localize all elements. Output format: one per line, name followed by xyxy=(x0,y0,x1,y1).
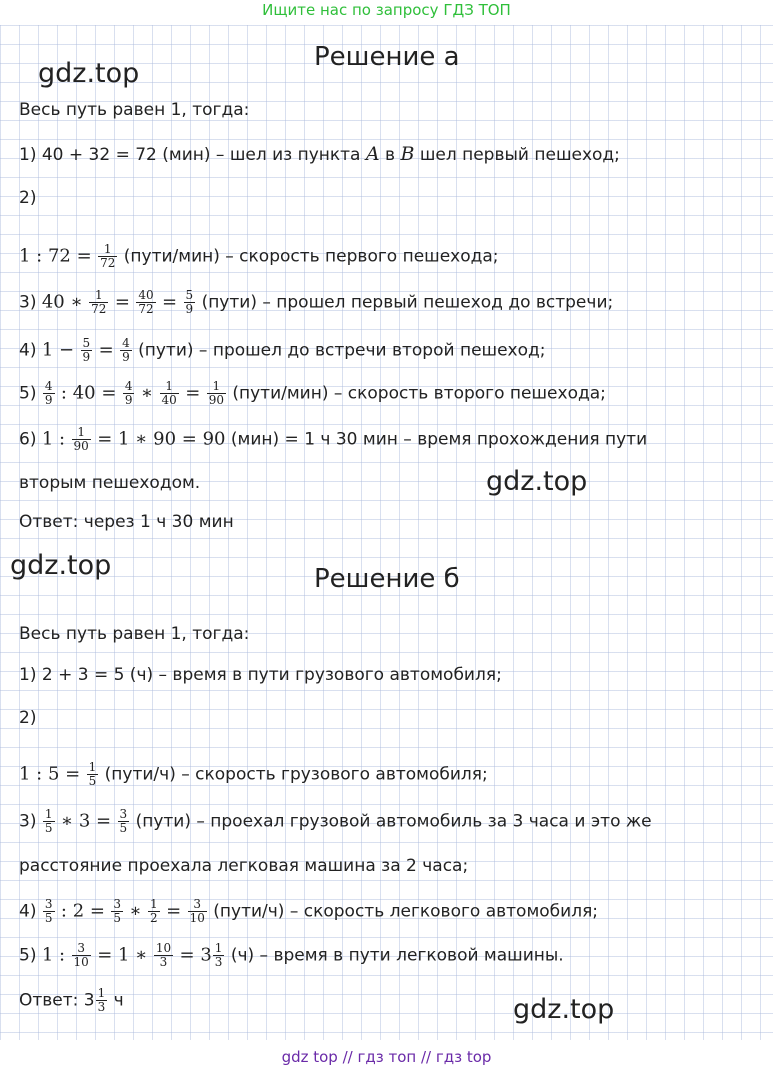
section-a-title: Решение а xyxy=(314,42,460,72)
b-line-5: расстояние проехала легковая машина за 2 часа; xyxy=(19,856,469,876)
watermark-4: gdz.top xyxy=(513,994,615,1025)
a-line-1: 1) 40 + 32 = 72 (мин) – шел из пункта A в B шел первый пешеход; xyxy=(19,143,620,165)
a-intro: Весь путь равен 1, тогда: xyxy=(19,100,250,120)
b-line-6: 4) $\frac{3}{5}$ : 2 = $\frac{3}{5}$ ∗ $\frac{1}{2}$ = $\frac{3}{10}$ (пути/ч) – скорость легкового автомобиля; xyxy=(19,897,599,925)
b-line-3: 1 : 5 = $\frac{1}{5}$ (пути/ч) – скорость грузового автомобиля; xyxy=(19,760,488,788)
search-banner: Ищите нас по запросу ГДЗ ТОП xyxy=(262,1,511,19)
a-line-8: вторым пешеходом. xyxy=(19,473,201,493)
footer-links: gdz top // гдз топ // гдз top xyxy=(281,1048,492,1066)
b-line-2: 2) xyxy=(19,708,37,728)
b-intro: Весь путь равен 1, тогда: xyxy=(19,624,250,644)
a-answer: Ответ: через 1 ч 30 мин xyxy=(19,512,234,532)
grid-background xyxy=(0,25,773,1040)
a-line-4: 3) 40 ∗ $\frac{1}{72}$ = $\frac{40}{72}$ = $\frac{5}{9}$ (пути) – прошел первый пешеход до встречи; xyxy=(19,288,614,316)
b-line-4: 3) $\frac{1}{5}$ ∗ 3 = $\frac{3}{5}$ (пути) – проехал грузовой автомобиль за 3 часа и это же xyxy=(19,807,652,835)
section-b-title: Решение б xyxy=(314,564,460,594)
b-answer: Ответ: 3 $\frac{1}{3}$ ч xyxy=(19,986,124,1014)
watermark-3: gdz.top xyxy=(10,550,112,581)
a-line-3: 1 : 72 = $\frac{1}{72}$ (пути/мин) – скорость первого пешехода; xyxy=(19,242,499,270)
b-line-7: 5) 1 : $\frac{3}{10}$ = 1 ∗ $\frac{10}{3}$ = 3 $\frac{1}{3}$ (ч) – время в пути легковой машины. xyxy=(19,941,564,969)
watermark-2: gdz.top xyxy=(486,466,588,497)
a-line-6: 5) $\frac{4}{9}$ : 40 = $\frac{4}{9}$ ∗ $\frac{1}{40}$ = $\frac{1}{90}$ (пути/мин) – скорость второго пешехода; xyxy=(19,379,606,407)
a-line-7: 6) 1 : $\frac{1}{90}$ = 1 ∗ 90 = 90 (мин) = 1 ч 30 мин – время прохождения пути xyxy=(19,425,648,453)
a-line-2: 2) xyxy=(19,188,37,208)
b-line-1: 1) 2 + 3 = 5 (ч) – время в пути грузового автомобиля; xyxy=(19,665,502,685)
a-line-5: 4) 1 − $\frac{5}{9}$ = $\frac{4}{9}$ (пути) – прошел до встречи второй пешеход; xyxy=(19,336,546,364)
watermark-1: gdz.top xyxy=(38,58,140,89)
